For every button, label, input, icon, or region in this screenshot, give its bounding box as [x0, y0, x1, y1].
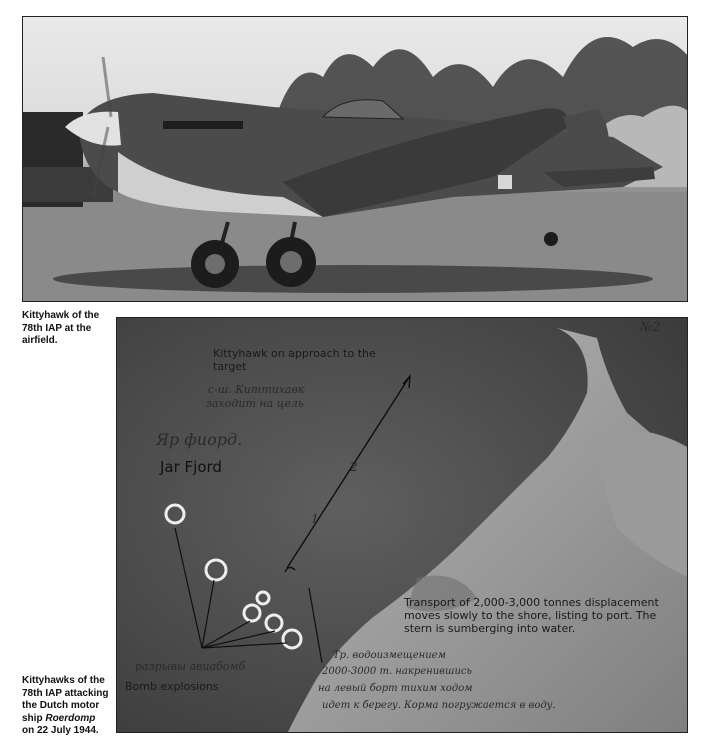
photo-number-handwriting: №2 — [640, 320, 661, 335]
explosions-annotation: Bomb explosions — [125, 680, 219, 693]
photo2-caption-suffix: on 22 July 1944. — [22, 725, 99, 736]
arrow-label-lower: 1 — [311, 512, 319, 526]
photo2-caption-ship: Roerdomp — [45, 712, 96, 724]
transport-handwriting-line4: идет к берегу. Корма погружается в воду. — [322, 700, 556, 711]
transport-handwriting-line1: Тр. водоизмещением — [333, 650, 446, 661]
approach-handwriting-line1: с-ш. Киттихавк — [208, 383, 305, 396]
photo2-caption — [22, 675, 110, 738]
approach-handwriting-line2: заходит на цель — [206, 397, 304, 410]
photo2-caption-prefix: Kittyhawks of the 78th IAP attacking the Dutch motor ship — [22, 675, 109, 724]
kittyhawk-airfield-illustration — [23, 17, 688, 302]
fjord-annotation: Jar Fjord — [160, 458, 222, 476]
explosions-handwriting: разрывы авиабомб — [135, 660, 246, 673]
transport-handwriting-line2: 2000-3000 т. накренившись — [322, 666, 472, 677]
transport-annotation: Transport of 2,000-3,000 tonnes displacement moves slowly to the shore, listing to port. The stern is sumberging into water. — [404, 596, 659, 635]
fjord-handwriting: Яр фиорд. — [156, 430, 243, 449]
approach-annotation: Kittyhawk on approach to the target — [213, 347, 376, 373]
arrow-label-upper: 2 — [350, 460, 358, 474]
transport-handwriting-line3: на левый борт тихим ходом — [318, 683, 473, 694]
kittyhawk-airfield-photo — [22, 16, 688, 302]
photo1-caption: Kittyhawk of the 78th IAP at the airfield. — [22, 310, 100, 346]
